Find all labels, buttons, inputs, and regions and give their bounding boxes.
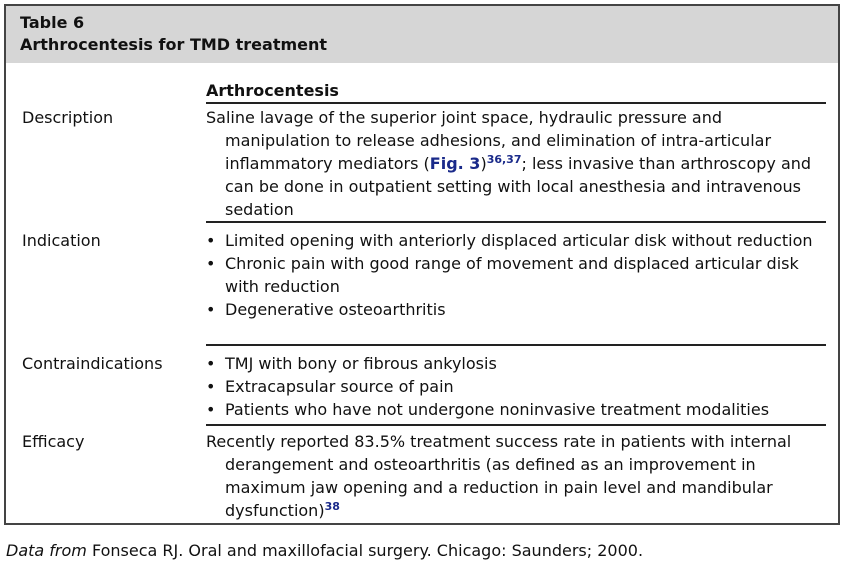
row-label-efficacy: Efficacy — [22, 432, 85, 451]
table-header — [6, 6, 838, 63]
list-item: • Degenerative osteoarthritis — [206, 298, 826, 321]
row-label-contraindications: Contraindications — [22, 354, 163, 373]
description-text-part-1: Saline lavage of the superior joint space, hydraulic pressure and manipulation to release adhesions, and elimination of intra-articular inflammatory mediators ( — [206, 108, 772, 173]
efficacy-text — [206, 430, 826, 522]
reference-link[interactable]: 36,37 — [486, 153, 522, 166]
footnote-prefix: Data from — [6, 541, 87, 560]
description-text-part-3: ; less invasive than arthroscopy and can be done in outpatient setting with local anesthesia and intravenous sedation — [225, 154, 812, 219]
description-text — [206, 106, 826, 221]
row-divider — [206, 221, 826, 223]
row-divider — [206, 424, 826, 426]
list-item: • Patients who have not undergone noninvasive treatment modalities — [206, 398, 826, 421]
list-item: • Limited opening with anteriorly displaced articular disk without reduction — [206, 229, 826, 252]
reference-link[interactable]: 38 — [324, 500, 340, 513]
row-divider — [206, 344, 826, 346]
contraindications-list — [206, 352, 826, 421]
table-footnote — [6, 540, 643, 562]
footnote-citation: Fonseca RJ. Oral and maxillofacial surgery. Chicago: Saunders; 2000. — [86, 541, 644, 560]
table-title: Arthrocentesis for TMD treatment — [20, 35, 328, 54]
efficacy-text-body: Recently reported 83.5% treatment success rate in patients with internal derangement and osteoarthritis (as defined as an improvement in maximum jaw opening and a reduction in pain level and mandibular dysfunction) — [206, 432, 792, 520]
table-number: Table 6 — [20, 13, 85, 32]
figure-link[interactable]: Fig. 3 — [429, 154, 481, 173]
column-header: Arthrocentesis — [206, 81, 339, 100]
header-rule — [206, 102, 826, 104]
list-item: • Extracapsular source of pain — [206, 375, 826, 398]
indication-list — [206, 229, 826, 321]
list-item: • TMJ with bony or fibrous ankylosis — [206, 352, 826, 375]
description-text-part-2: ) — [480, 154, 487, 173]
row-label-indication: Indication — [22, 231, 101, 250]
table-frame — [4, 4, 840, 525]
list-item: • Chronic pain with good range of movement and displaced articular disk with reduction — [206, 252, 826, 298]
row-label-description: Description — [22, 108, 114, 127]
